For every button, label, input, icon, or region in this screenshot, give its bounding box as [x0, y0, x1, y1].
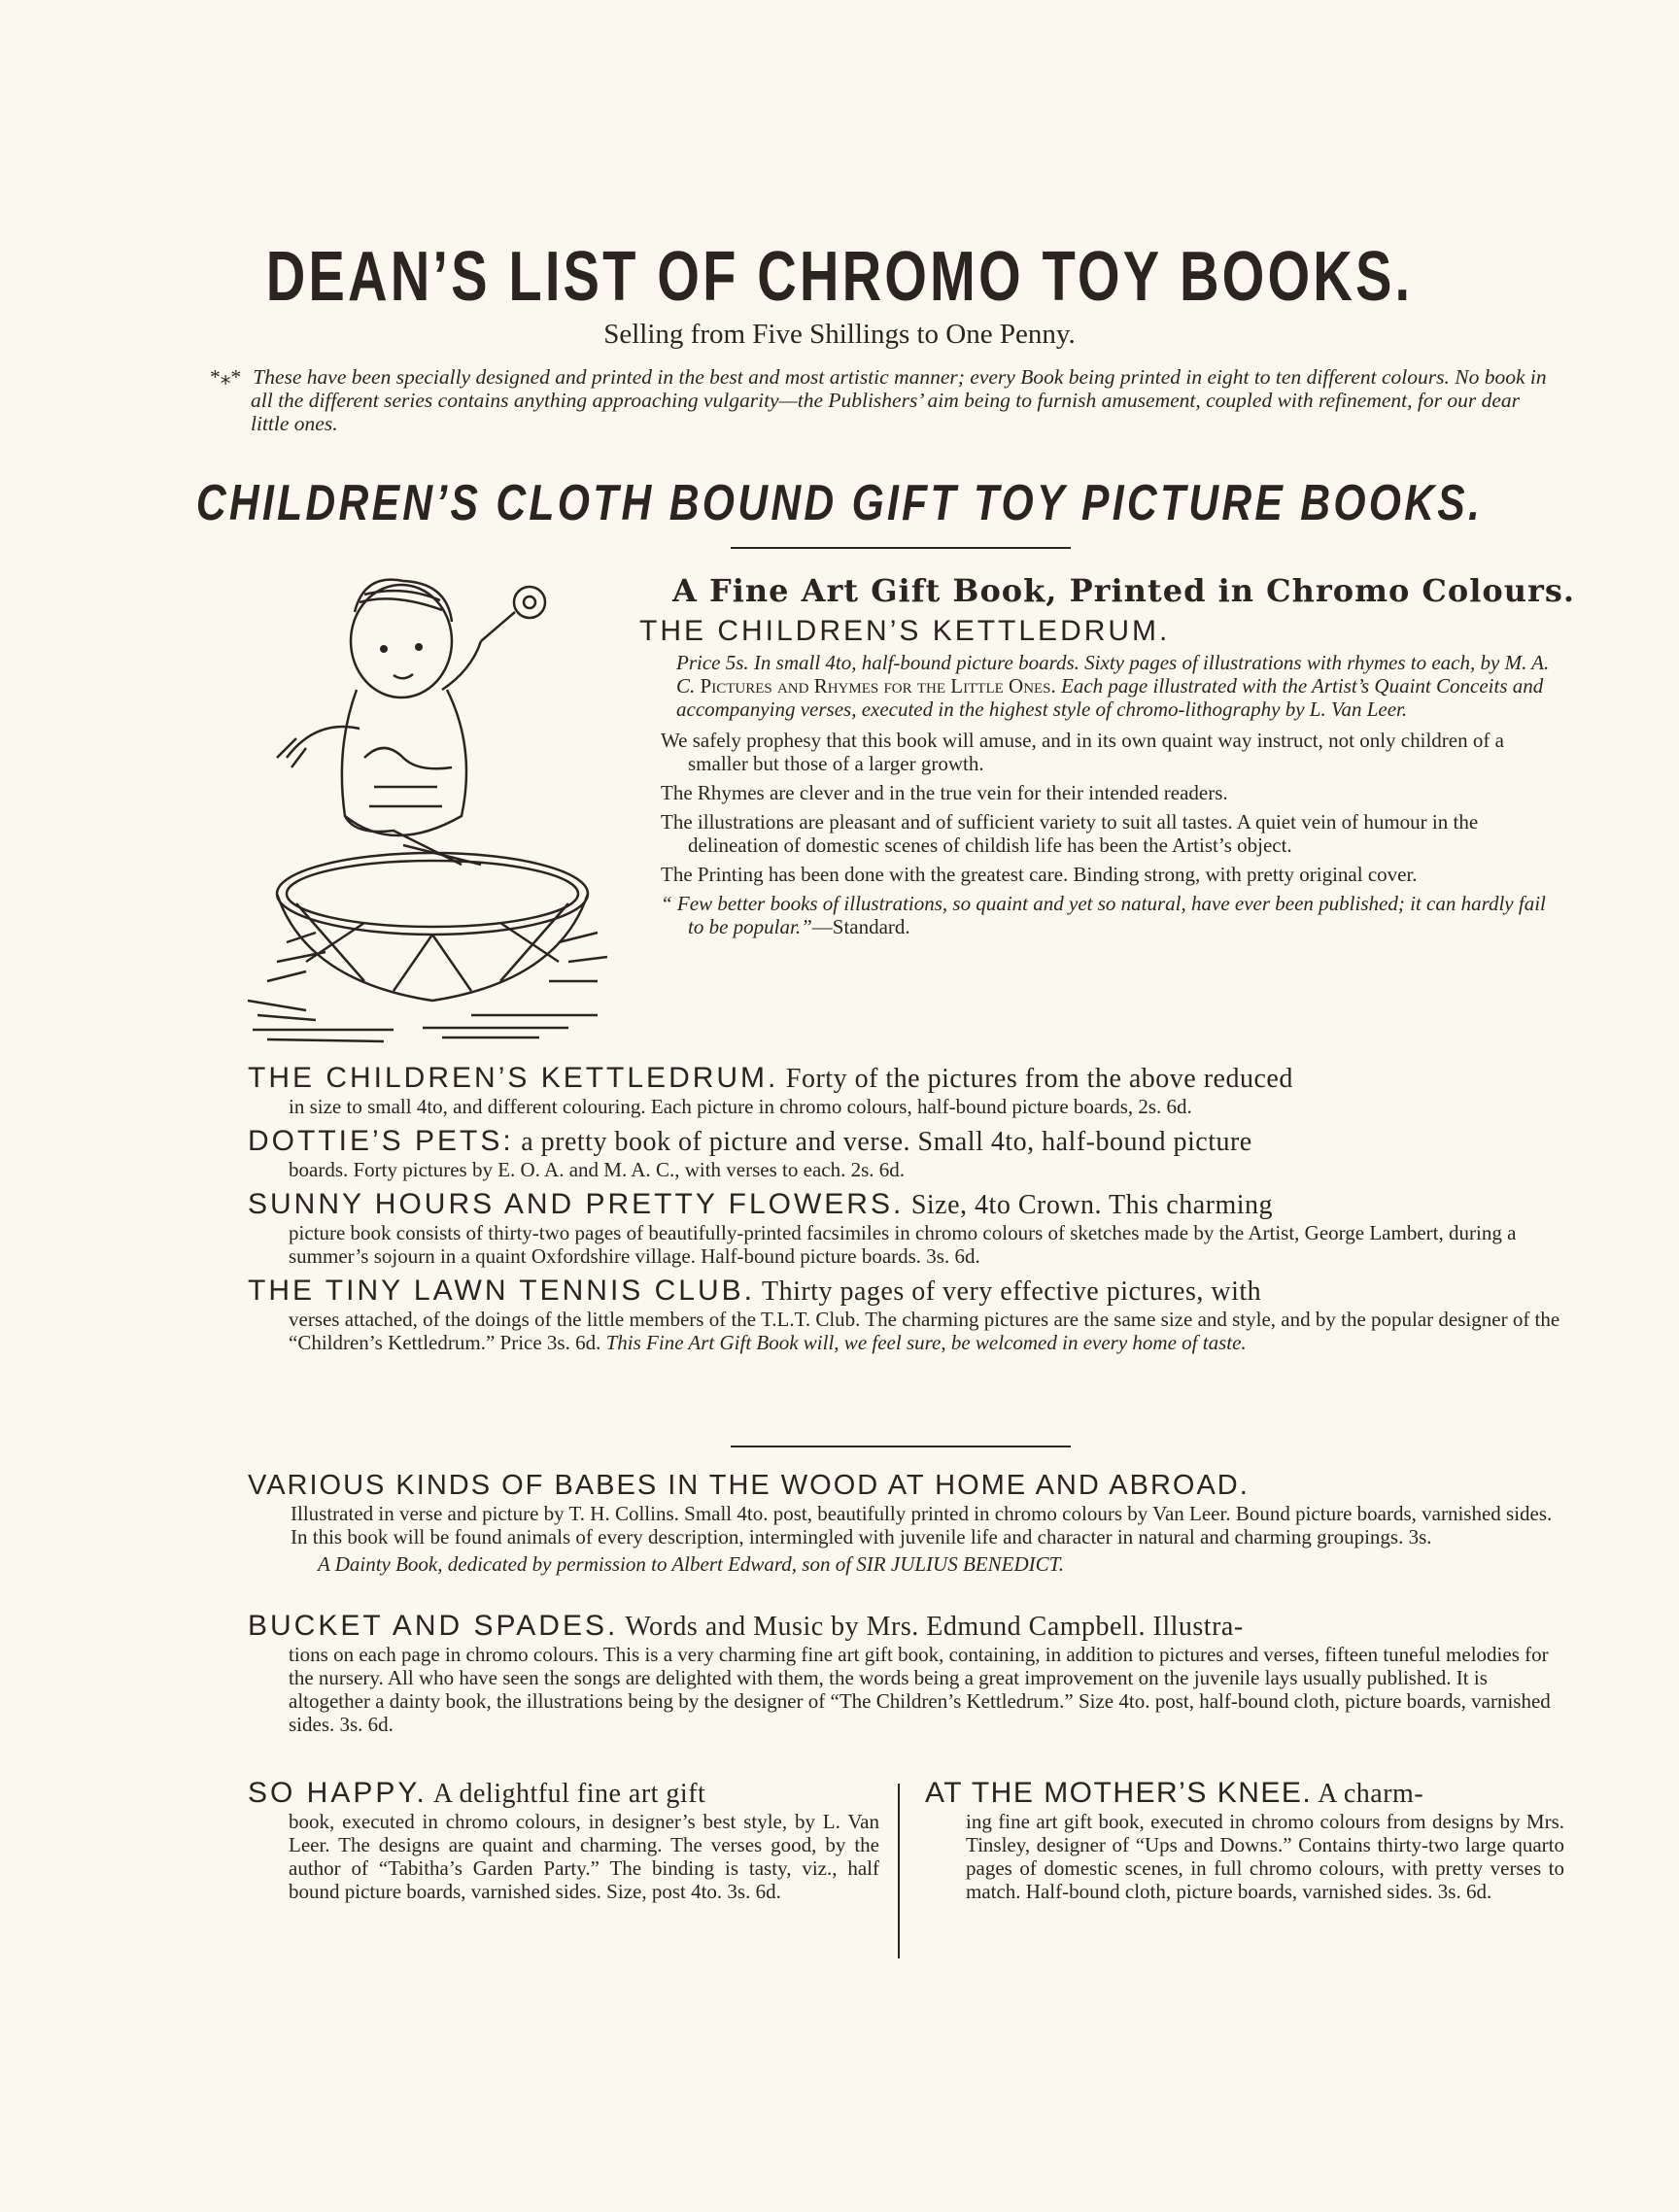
review-1: We safely prophesy that this book will amuse, and in its own quaint way instruct, not only children of a smaller but those of a larger growth.	[661, 729, 1504, 775]
feature-description	[639, 651, 1564, 721]
note-mark: *⁎*	[210, 365, 242, 389]
intro-note-text: These have been specially designed and printed in the best and most artistic manner; every Book being printed in eight to ten different colours. No book in all the different series contains anything approaching vulgarity—the Publishers’ aim being to furnish amusement, coupled with refinement, for our dear little ones.	[251, 365, 1547, 435]
review-3: The illustrations are pleasant and of sufficient variety to suit all tastes. A quiet vein of humour in the delineation of domestic scenes of childish life has been the Artist’s object.	[661, 810, 1479, 857]
entry-lead: Words and Music by Mrs. Edmund Campbell. Illustra-	[625, 1612, 1244, 1642]
entry-title: THE CHILDREN’S KETTLEDRUM.	[248, 1062, 779, 1094]
review-2: The Rhymes are clever and in the true vein for their intended readers.	[661, 781, 1228, 804]
divider	[731, 1446, 1071, 1447]
divider	[731, 547, 1071, 549]
intro-note	[210, 365, 1562, 435]
entry-body	[248, 1308, 1564, 1354]
entry-dotties-pets	[248, 1126, 1564, 1181]
review-4: The Printing has been done with the greatest care. Binding strong, with pretty original cover.	[661, 863, 1418, 886]
review-quote	[661, 892, 1564, 938]
entry-bucket-and-spades	[248, 1611, 1564, 1736]
quote-text: “ Few better books of illustrations, so quaint and yet so natural, have ever been published; it can hardly fail to be popular.”	[661, 892, 1546, 938]
entry-mothers-knee	[925, 1778, 1564, 1903]
feature-desc-italic: Each page illustrated with the Artist’s Quaint Conceits and accompanying verses, executed in the highest style of chromo-lithography by L. Van Leer.	[676, 674, 1544, 721]
entry-title: THE TINY LAWN TENNIS CLUB.	[248, 1275, 755, 1307]
entry-lead: a pretty book of picture and verse. Small 4to, half-bound picture	[521, 1127, 1252, 1157]
child-drum-illustration	[248, 573, 627, 1059]
entry-body: picture book consists of thirty-two pages of beautifully-printed facsimiles in chromo colours of sketches made by the Artist, George Lambert, during a summer’s sojourn in a quaint Oxfordshire village. Half-bound picture boards. 3s. 6d.	[289, 1221, 1517, 1268]
feature-block	[639, 615, 1564, 944]
entry-lead: Size, 4to Crown. This charming	[910, 1190, 1274, 1220]
entry-body: tions on each page in chromo colours. This is a very charming fine art gift book, containing, in addition to pictures and verses, fifteen tuneful melodies for the nursery. All who have seen the songs are delighted with them, the words being a great improvement on the juvenile lays usually published. It is altogether a dainty book, the illustrations being by the designer of “The Children’s Kettledrum.” Size 4to. post, half-bound cloth, picture boards, varnished sides. 3s. 6d.	[289, 1643, 1551, 1736]
entry-title: VARIOUS KINDS OF BABES IN THE WOOD AT HOME AND ABROAD.	[248, 1470, 1250, 1501]
quote-source: —Standard.	[811, 915, 910, 938]
page-subtitle: Selling from Five Shillings to One Penny.	[603, 319, 1076, 350]
entry-body: ing fine art gift book, executed in chromo colours from designs by Mrs. Tinsley, designer of “Ups and Downs.” Contains thirty-two large quarto pages of domestic scenes, in full chromo colours, with pretty verses to match. Half-bound cloth, picture boards, varnished sides. 3s. 6d.	[966, 1810, 1564, 1903]
feature-book-title: THE CHILDREN’S KETTLEDRUM.	[639, 615, 1171, 647]
entry-so-happy	[248, 1778, 879, 1903]
feature-reviews	[639, 729, 1564, 938]
entry-lead: Thirty pages of very effective pictures, with	[761, 1276, 1262, 1307]
entry-body: book, executed in chromo colours, in designer’s best style, by L. Van Leer. The designs are quaint and charming. The verses good, by the author of “Tabitha’s Garden Party.” The binding is tasty, viz., half bound picture boards, varnished sides. Size, post 4to. 3s. 6d.	[289, 1810, 879, 1903]
entry-body-text: verses attached, of the doings of the little members of the T.L.T. Club. The charming pictures are the same size and style, and by the popular designer of the “Children’s Kettledrum.” Price 3s. 6d.	[289, 1308, 1560, 1354]
entry-title: BUCKET AND SPADES.	[248, 1610, 619, 1642]
feature-price-intro: Price 5s. In small 4to, half-bound picture boards. Sixty pages of illustrations with rhymes to each, by M. A. C.	[676, 651, 1550, 698]
entry-dedication: A Dainty Book, dedicated by permission to Albert Edward, son of SIR JULIUS BENEDICT.	[318, 1552, 1064, 1576]
entry-title: AT THE MOTHER’S KNEE.	[925, 1777, 1313, 1809]
entry-babes-in-wood	[248, 1469, 1564, 1576]
entry-body-italic: This Fine Art Gift Book will, we feel sure, be welcomed in every home of taste.	[605, 1331, 1247, 1354]
page-title: DEAN’S LIST OF CHROMO TOY BOOKS.	[265, 238, 1414, 316]
entry-sunny-hours	[248, 1189, 1564, 1268]
entry-lead: Forty of the pictures from the above reduced	[785, 1064, 1293, 1094]
entry-body: Illustrated in verse and picture by T. H. Collins. Small 4to. post, beautifully printed in chromo colours by Van Leer. Bound picture boards, varnished sides. In this book will be found animals of every description, intermingled with juvenile life and character in natural and charming groupings. 3s.	[291, 1502, 1553, 1548]
entries-list	[248, 1063, 1564, 1362]
entry-tiny-lawn-tennis	[248, 1276, 1564, 1354]
section-heading: CHILDREN’S CLOTH BOUND GIFT TOY PICTURE BOOKS.	[195, 475, 1484, 531]
entry-title: DOTTIE’S PETS:	[248, 1125, 514, 1157]
entry-title: SUNNY HOURS AND PRETTY FLOWERS.	[248, 1188, 905, 1220]
entry-title: SO HAPPY.	[248, 1777, 428, 1809]
entry-lead: A charm-	[1318, 1779, 1424, 1809]
entry-body: boards. Forty pictures by E. O. A. and M. A. C., with verses to each. 2s. 6d.	[289, 1158, 906, 1181]
feature-gothic-title: A Fine Art Gift Book, Printed in Chromo Colours.	[672, 572, 1576, 609]
entry-lead: A delightful fine art gift	[432, 1779, 706, 1809]
entry-body: in size to small 4to, and different colouring. Each picture in chromo colours, half-bound picture boards, 2s. 6d.	[289, 1095, 1192, 1118]
entry-kettledrum-small	[248, 1063, 1564, 1118]
column-divider	[898, 1784, 900, 1958]
feature-subtitle-caps: Pictures and Rhymes for the Little Ones.	[700, 674, 1056, 698]
